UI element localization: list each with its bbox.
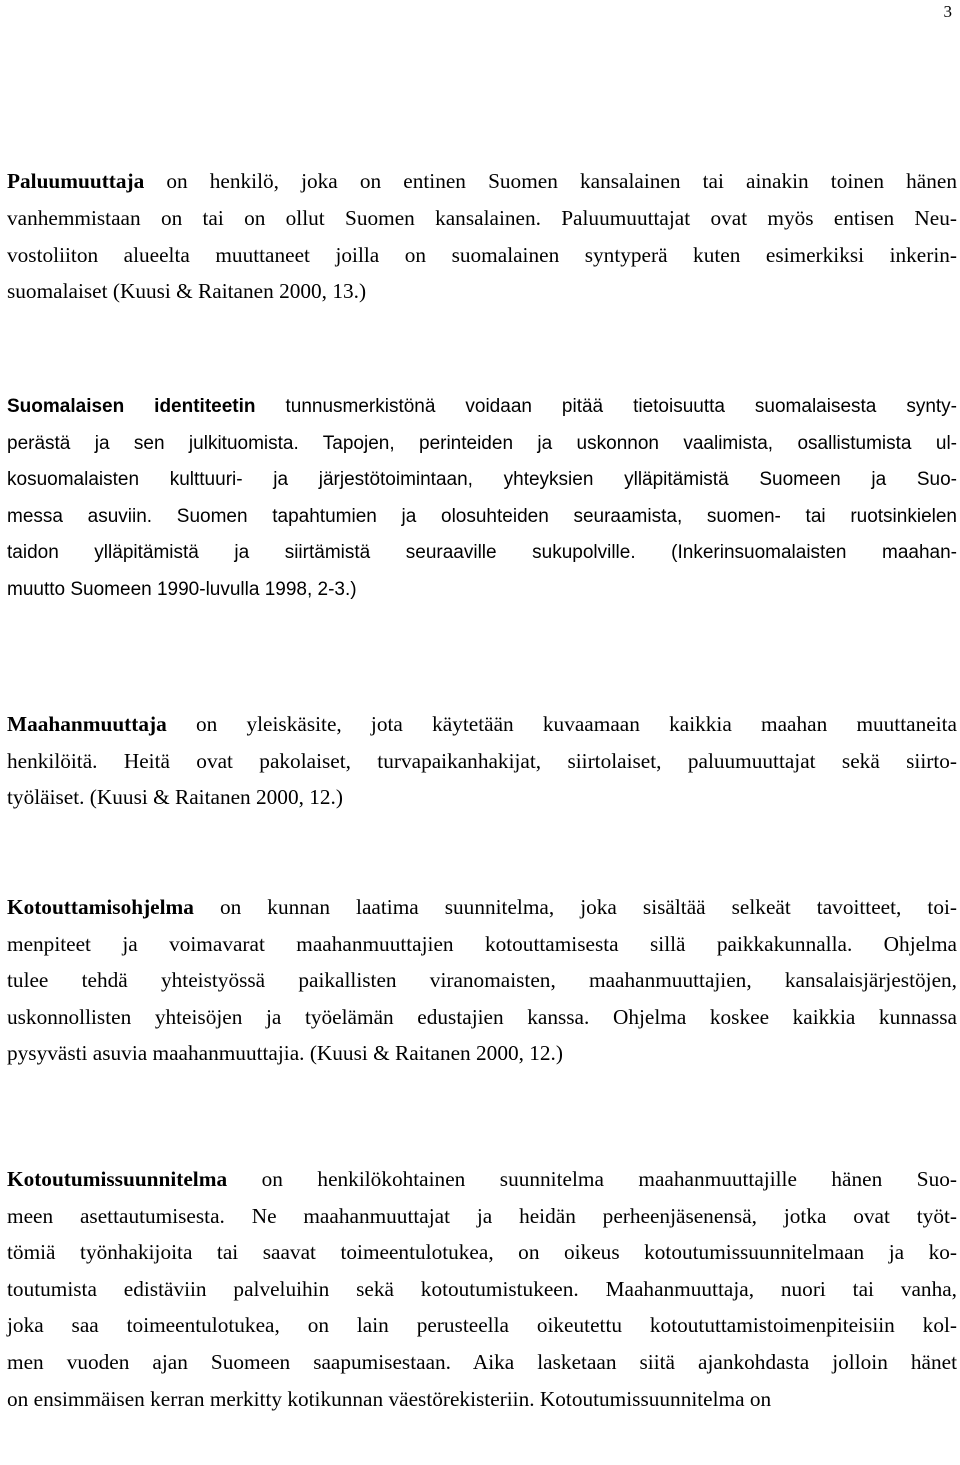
text-line xyxy=(7,205,957,231)
text-line xyxy=(7,748,957,774)
paragraph-kotouttamisohjelma xyxy=(7,894,957,1066)
text-segment: uskonnollisten yhteisöjen ja työelämän edustajien kanssa. Ohjelma koskee kaikkia kunnassa xyxy=(7,1004,957,1029)
text-line xyxy=(7,242,957,268)
text-line xyxy=(7,1166,957,1192)
text-line xyxy=(7,1040,563,1066)
text-line xyxy=(7,278,366,304)
text-line xyxy=(7,467,957,493)
defined-term: Paluumuuttaja xyxy=(7,169,145,193)
text-segment: vostoliiton alueelta muuttaneet joilla on suomalainen syntyperä kuten esimerkiksi inkerin- xyxy=(7,242,957,267)
text-segment: menpiteet ja voimavarat maahanmuuttajien kotouttamisesta sillä paikkakunnalla. Ohjelma xyxy=(7,931,957,956)
text-segment: on henkilö, joka on entinen Suomen kansalainen tai ainakin toinen hänen xyxy=(144,169,957,193)
text-line xyxy=(7,1276,957,1302)
text-segment: tunnusmerkistönä voidaan pitää tietoisuutta suomalaisesta synty- xyxy=(255,396,957,417)
text-segment: messa asuviin. Suomen tapahtumien ja olosuhteiden seuraamista, suomen- tai ruotsinkielen xyxy=(7,505,957,527)
text-line xyxy=(7,504,957,530)
text-line xyxy=(7,784,343,810)
paragraph-kotoutumissuunnitelma xyxy=(7,1166,957,1412)
text-segment: on kunnan laatima suunnitelma, joka sisältää selkeät tavoitteet, toi- xyxy=(193,895,957,919)
text-segment: muutto Suomeen 1990-luvulla 1998, 2-3.) xyxy=(7,579,357,600)
page-number: 3 xyxy=(943,2,952,21)
text-line xyxy=(7,1386,771,1412)
text-line xyxy=(7,931,957,957)
text-line xyxy=(7,1312,957,1338)
text-line xyxy=(7,168,957,194)
text-segment: men vuoden ajan Suomeen saapumisestaan. Aika lasketaan siitä ajankohdasta jolloin hänet xyxy=(7,1350,957,1374)
text-segment: henkilöitä. Heitä ovat pakolaiset, turvapaikanhakijat, siirtolaiset, paluumuuttajat sekä siirto- xyxy=(7,748,957,773)
text-line xyxy=(7,577,357,603)
text-line xyxy=(7,431,957,457)
text-segment: vanhemmistaan on tai on ollut Suomen kansalainen. Paluumuuttajat ovat myös entisen Neu- xyxy=(7,205,957,230)
defined-term: Suomalaisen identiteetin xyxy=(7,396,256,417)
text-segment: tömiä työnhakijoita tai saavat toimeentulotukea, on oikeus kotoutumissuunnitelmaan ja ko- xyxy=(7,1240,957,1265)
paragraph-maahanmuuttaja xyxy=(7,711,957,810)
text-segment: pysyvästi asuvia maahanmuuttajia. (Kuusi & Raitanen 2000, 12.) xyxy=(7,1041,563,1066)
defined-term: Kotouttamisohjelma xyxy=(7,895,194,919)
text-line xyxy=(7,894,957,920)
paragraph-suomalaisen-identiteetin xyxy=(7,394,957,603)
text-segment: on ensimmäisen kerran merkitty kotikunnan väestörekisteriin. Kotoutumissuunnitelma on xyxy=(7,1386,772,1411)
text-segment: suomalaiset (Kuusi & Raitanen 2000, 13.) xyxy=(7,279,367,304)
text-segment: tulee tehdä yhteistyössä paikallisten viranomaisten, maahanmuuttajien, kansalaisjärjestöjen, xyxy=(7,968,957,993)
text-line xyxy=(7,1004,957,1030)
defined-term: Maahanmuuttaja xyxy=(7,712,167,736)
text-line xyxy=(7,1349,957,1375)
text-segment: joka saa toimeentulotukea, on lain perusteella oikeutettu kotoututtamistoimenpiteisiin kol- xyxy=(7,1313,957,1338)
text-segment: kosuomalaisten kulttuuri- ja järjestötoimintaan, yhteyksien ylläpitämistä Suomeen ja Suo- xyxy=(7,469,957,491)
text-segment: työläiset. (Kuusi & Raitanen 2000, 12.) xyxy=(7,785,343,809)
defined-term: Kotoutumissuunnitelma xyxy=(7,1167,228,1191)
text-line xyxy=(7,540,957,566)
text-segment: toutumista edistäviin palveluihin sekä kotoutumistukeen. Maahanmuuttaja, nuori tai vanha, xyxy=(7,1276,957,1301)
text-segment: on henkilökohtainen suunnitelma maahanmuuttajille hänen Suo- xyxy=(227,1167,957,1191)
paragraph-paluumuuttaja xyxy=(7,168,957,304)
text-line xyxy=(7,711,957,737)
text-segment: on yleiskäsite, jota käytetään kuvaamaan kaikkia maahan muuttaneita xyxy=(166,712,957,736)
text-line xyxy=(7,1239,957,1265)
text-line xyxy=(7,1203,957,1229)
text-segment: meen asettautumisesta. Ne maahanmuuttajat ja heidän perheenjäsenensä, jotka ovat työt- xyxy=(7,1203,957,1228)
text-segment: perästä ja sen julkituomista. Tapojen, perinteiden ja uskonnon vaalimista, osallistumista ul- xyxy=(7,432,957,454)
text-segment: taidon ylläpitämistä ja siirtämistä seuraaville sukupolville. (Inkerinsuomalaisten maahan- xyxy=(7,542,957,564)
text-line xyxy=(7,394,957,420)
text-line xyxy=(7,967,957,993)
